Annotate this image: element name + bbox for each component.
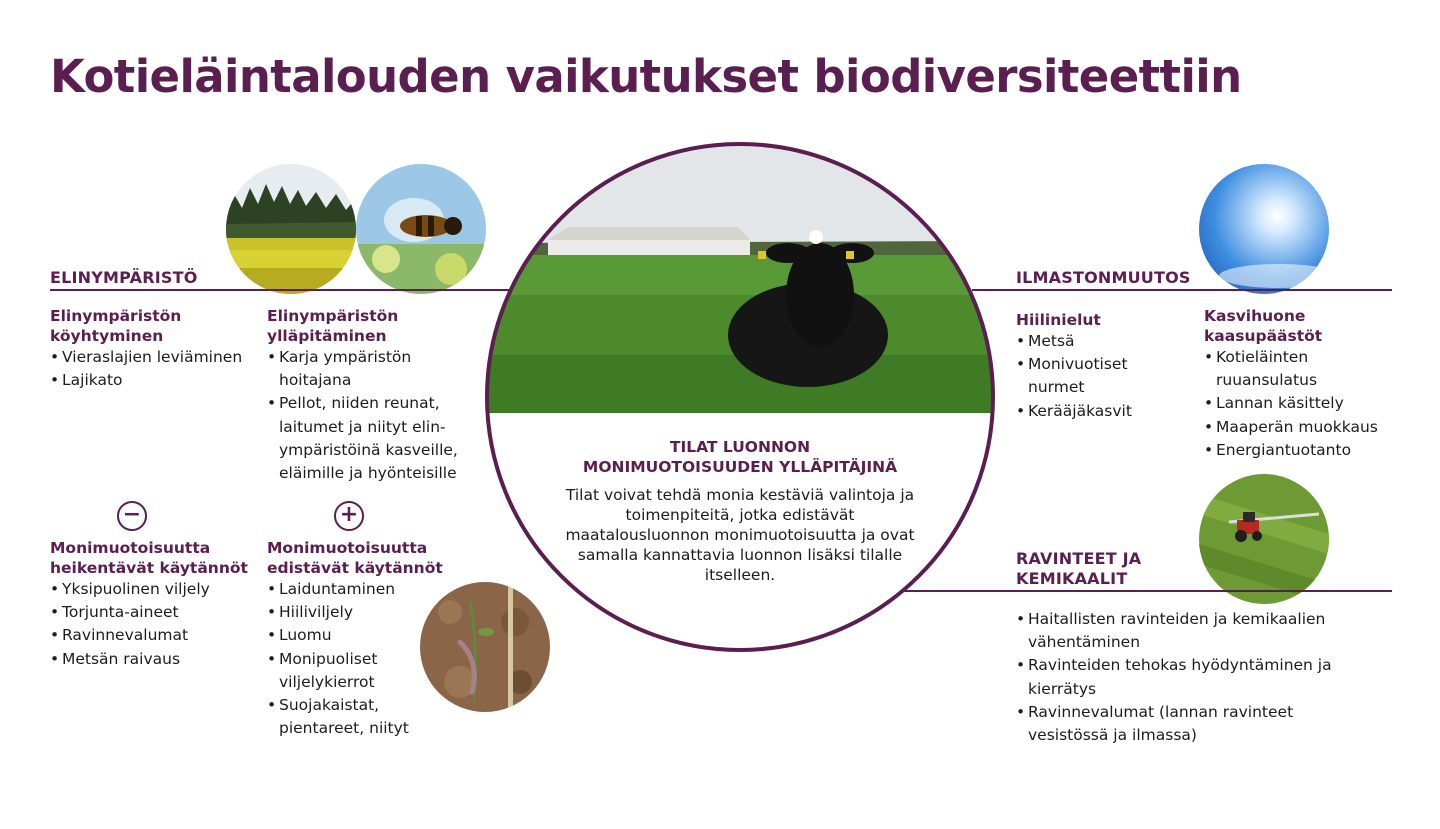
- list-item: • Torjunta-aineet: [50, 601, 250, 624]
- list-item: • Yksipuolinen viljely: [50, 578, 250, 601]
- list-item: • Kerääjäkasvit: [1016, 400, 1146, 423]
- emissions-list: [1204, 346, 1384, 462]
- plus-icon: +: [334, 501, 364, 531]
- soil-worm-photo: [420, 582, 550, 712]
- negative-practices-list: [50, 578, 250, 671]
- nutrients-divider: [900, 590, 1392, 592]
- list-item: • Suojakaistat, pientareet, niityt: [267, 694, 417, 740]
- habitat-maintenance-list: [267, 346, 465, 485]
- sun-sky-photo: [1199, 164, 1329, 294]
- list-item: • Energiantuotanto: [1204, 439, 1384, 462]
- list-item: • Vieraslajien leviäminen: [50, 346, 255, 369]
- negative-practices-title: Monimuotoisuutta heikentävät käytännöt: [50, 539, 248, 577]
- list-item: • Monivuotiset nurmet: [1016, 353, 1146, 399]
- climate-section-label: ILMASTONMUUTOS: [1016, 268, 1191, 287]
- center-description: Tilat voivat tehdä monia kestäviä valintoja ja toimenpiteitä, jotka edistävät maatalousluonnon monimuotoisuutta ja ovat samalla kannattavia luonnon lisäksi tilalle itselleen.: [565, 486, 915, 584]
- habitat-maintenance-title: Elinympäristön ylläpitäminen: [267, 307, 399, 345]
- emissions-title: Kasvihuone kaasupäästöt: [1204, 307, 1323, 345]
- habitat-divider: [50, 289, 510, 291]
- positive-practices-list: [267, 578, 417, 740]
- list-item: • Luomu: [267, 624, 417, 647]
- climate-divider: [972, 289, 1392, 291]
- carbon-sinks-title: Hiilinielut: [1016, 311, 1101, 329]
- center-title: TILAT LUONNON MONIMUOTOISUUDEN YLLÄPITÄJINÄ: [582, 438, 898, 476]
- list-item: • Metsä: [1016, 330, 1146, 353]
- habitat-degradation-list: [50, 346, 255, 392]
- list-item: • Maaperän muokkaus: [1204, 416, 1384, 439]
- list-item: • Ravinnevalumat: [50, 624, 250, 647]
- list-item: • Metsän raivaus: [50, 648, 250, 671]
- list-item: • Ravinnevalumat (lannan ravinteet vesistössä ja ilmassa): [1016, 701, 1346, 747]
- tractor-field-photo: [1199, 474, 1329, 604]
- nutrients-list: [1016, 608, 1346, 747]
- minus-icon: −: [117, 501, 147, 531]
- list-item: • Karja ympäristön hoitajana: [267, 346, 465, 392]
- field-forest-photo: [226, 164, 356, 294]
- habitat-section-label: ELINYMPÄRISTÖ: [50, 268, 198, 287]
- list-item: • Ravinteiden tehokas hyödyntäminen ja kierrätys: [1016, 654, 1346, 700]
- list-item: • Haitallisten ravinteiden ja kemikaalien vähentäminen: [1016, 608, 1346, 654]
- page-title: Kotieläintalouden vaikutukset biodiversiteettiin: [50, 50, 1242, 103]
- list-item: • Hiiliviljely: [267, 601, 417, 624]
- nutrients-section-label: RAVINTEET JA KEMIKAALIT: [1016, 549, 1142, 588]
- list-item: • Pellot, niiden reunat, laitumet ja niityt elin-ympäristöinä kasveille, eläimille ja hyönteisille: [267, 392, 465, 485]
- carbon-sinks-list: [1016, 330, 1146, 423]
- bee-photo: [356, 164, 486, 294]
- list-item: • Lannan käsittely: [1204, 392, 1384, 415]
- habitat-degradation-title: Elinympäristön köyhtyminen: [50, 307, 182, 345]
- list-item: • Monipuoliset viljelykierrot: [267, 648, 417, 694]
- positive-practices-title: Monimuotoisuutta edistävät käytännöt: [267, 539, 443, 577]
- list-item: • Kotieläinten ruuansulatus: [1204, 346, 1384, 392]
- list-item: • Laiduntaminen: [267, 578, 417, 601]
- list-item: • Lajikato: [50, 369, 255, 392]
